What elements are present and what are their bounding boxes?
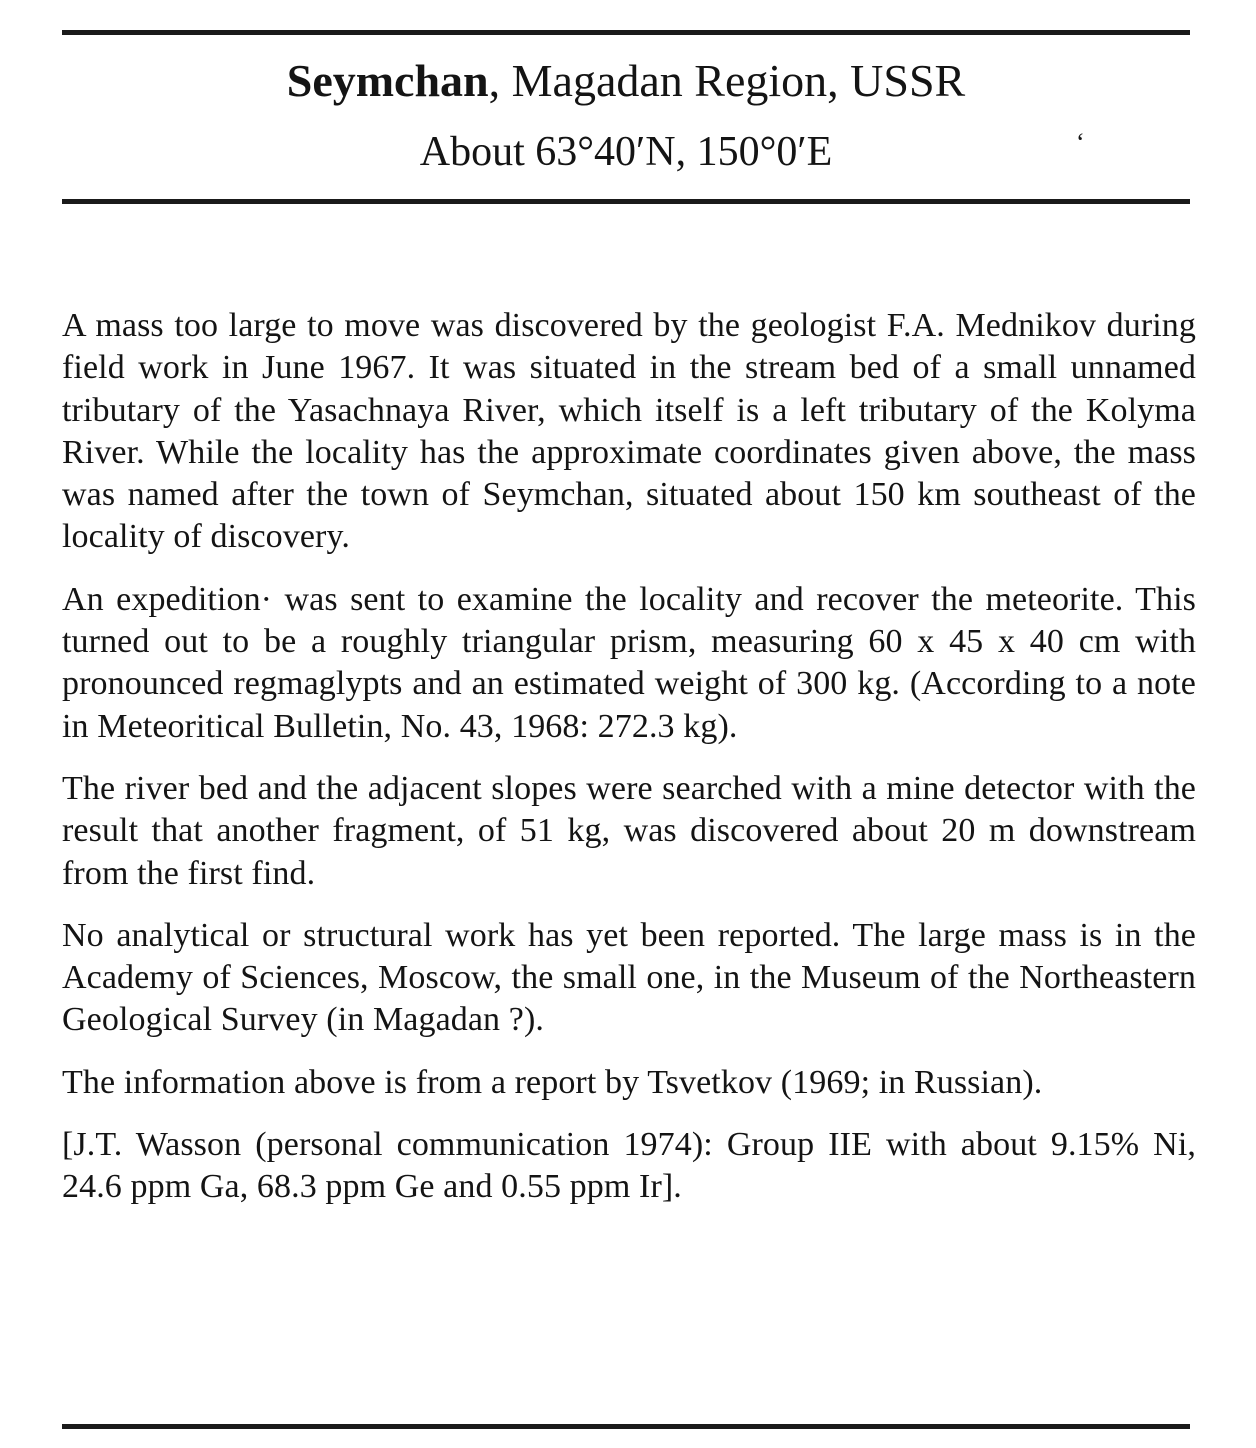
header-rule [62, 199, 1190, 204]
paragraph-analysis-note: [J.T. Wasson (personal communication 1974): Group IIE with about 9.15% Ni, 24.6 ppm Ga, 68.3 ppm Ge and 0.55 ppm Ir]. [62, 1126, 1196, 1206]
paragraph-search: The river bed and the adjacent slopes were searched with a mine detector with the result that another fragment, of 51 kg, was discovered about 20 m downstream from the first find. [62, 769, 1196, 892]
paragraph-source: The information above is from a report by Tsvetkov (1969; in Russian). [62, 1063, 1043, 1101]
meteorite-name: Seymchan [286, 55, 489, 106]
location-text: , Magadan Region, USSR [488, 55, 966, 106]
paragraph-status: No analytical or structural work has yet been reported. The large mass is in the Academy of Sciences, Moscow, the small one, in the Museum of the Northeastern Geological Survey (in Magadan ?). [62, 916, 1196, 1039]
coordinates: About 63°40′N, 150°0′E [419, 129, 833, 175]
paragraph-discovery: A mass too large to move was discovered by the geologist F.A. Mednikov during field work in June 1967. It was situated in the stream bed of a small unnamed tributary of the Yasachnaya River, which itself is a left tributary of the Kolyma River. While the locality has the approximate coordinates given above, the mass was named after the town of Seymchan, situated about 150 km southeast of the locality of discovery. [62, 307, 1196, 556]
entry-body [62, 305, 1196, 1229]
top-rule [62, 30, 1190, 35]
entry-heading [62, 52, 1190, 178]
stray-mark: ‘ [1076, 128, 1085, 157]
paragraph-expedition: An expedition· was sent to examine the locality and recover the meteorite. This turned out to be a roughly triangular prism, measuring 60 x 45 x 40 cm with pronounced regmaglypts and an estimated weight of 300 kg. (According to a note in Meteoritical Bulletin, No. 43, 1968: 272.3 kg). [62, 580, 1196, 745]
entry-title [62, 52, 1190, 110]
bottom-rule [62, 1424, 1190, 1429]
